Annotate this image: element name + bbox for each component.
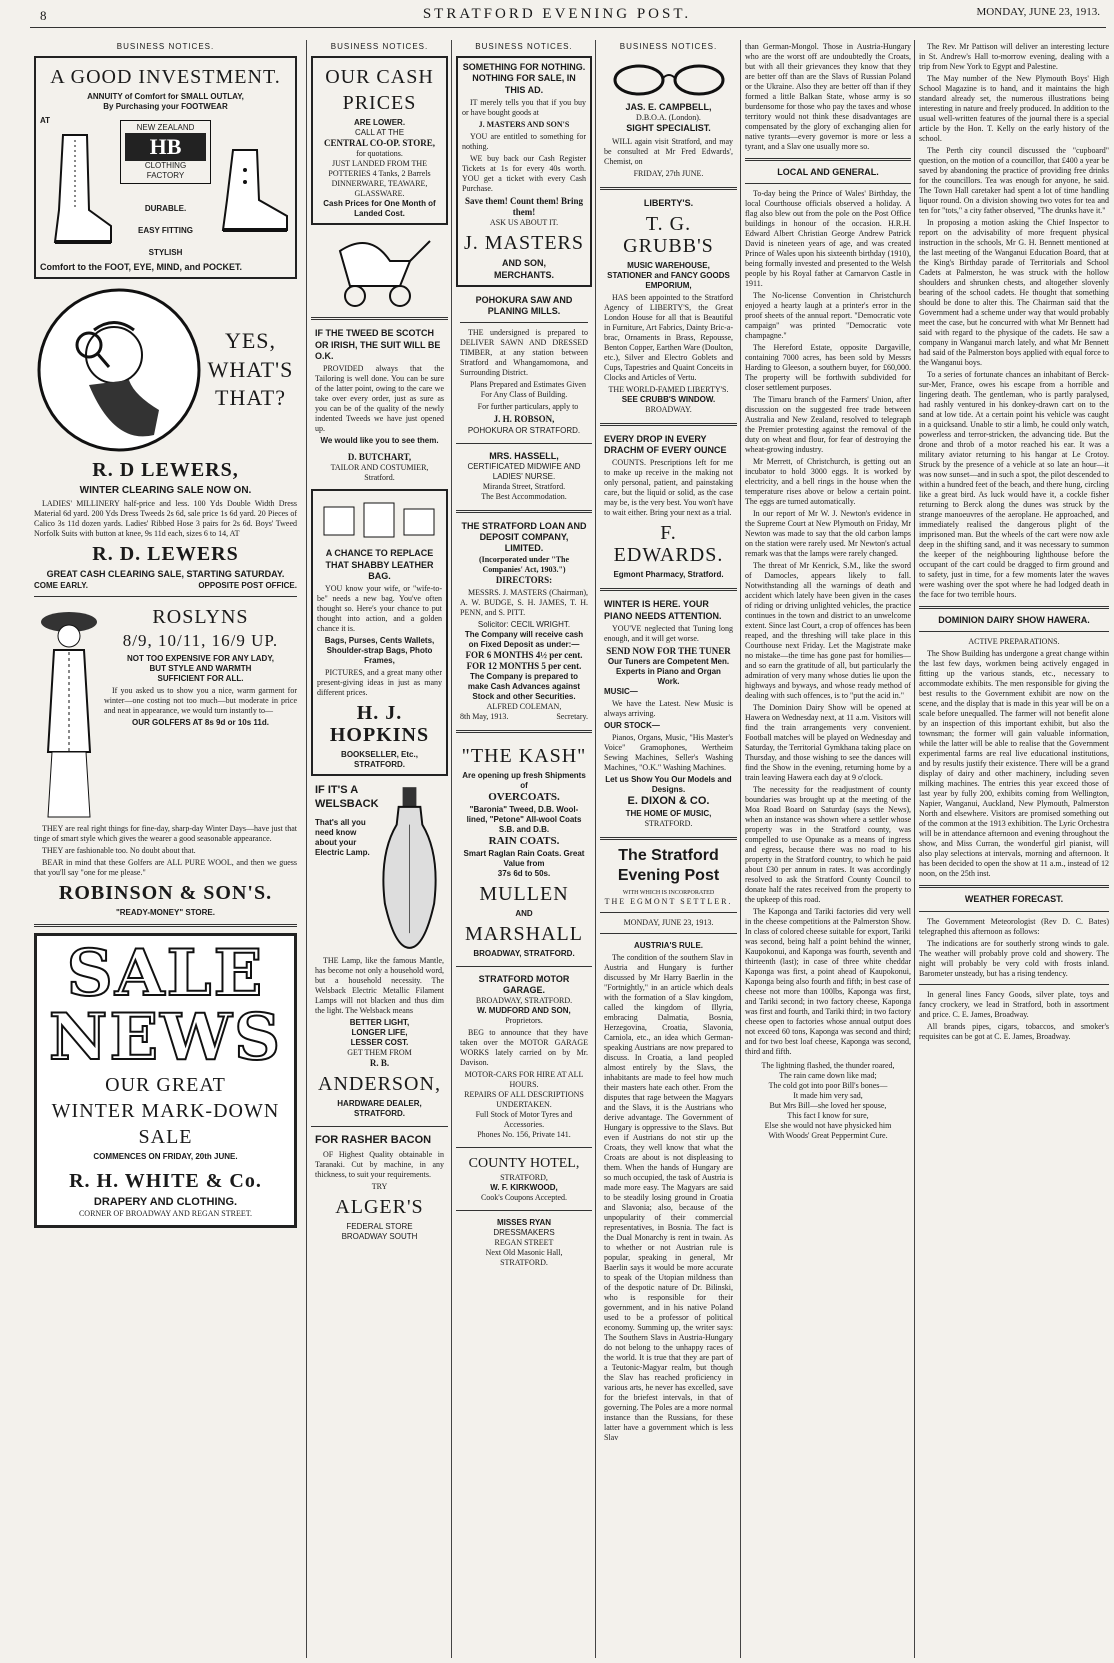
weather-intro: The Government Meteorologist (Rev D. C. Bates) telegraphed this afternoon as follows: bbox=[919, 916, 1109, 936]
mullen-and: AND bbox=[515, 908, 533, 918]
hotel-ad bbox=[456, 1153, 592, 1205]
column-1 bbox=[34, 40, 297, 1658]
anderson-init: R. B. bbox=[369, 1058, 390, 1068]
cash-for: for quotations. bbox=[356, 149, 403, 159]
sawmill-plans: Plans Prepared and Estimates Given For Any Class of Building. bbox=[470, 380, 586, 400]
anderson-place: STRATFORD. bbox=[354, 1109, 405, 1119]
bacon-body: OF Highest Quality obtainable in Taranaki. Cut by machine, in any thickness, to suit your requirements. bbox=[315, 1150, 444, 1179]
peppermint-poem bbox=[745, 1061, 911, 1141]
dixon-music-label: MUSIC— bbox=[604, 687, 638, 696]
austria-body: The condition of the southern Slav in Austria and Hungary is further discussed by Mr Harry Baerlin in the "Fortnightly," in an article which deals with the formation of a Slav kingdom, called the kingdom of Illyria, embracing Dalmatia, Bosnia, Herzegovina, Croatia, Slavonia, Carniola, etc., an idea which German-speaking Austrians are now prepared to discuss. In Croatia, a land peopled almost entirely by the Slavs, the inhabitants are made to feel how much their masters hate each other. From the disputes that rage between the Magyars and the Slavs, it is the Austrians who derive advantage. The Government of Hungary is oppressive to the Slavs. But even if Austrians do not stir up the Croats, they well know that what the Croats are about is not displeasing to them. When the hands of Hungary are so much occupied, the task of Austria is made more easy. The Magyars are said to be steadily losing ground in Croatia and Slavonia; also, because of the unpopularity of their commercial representatives, in Bosnia. The fact is the Dual Monarchy is rent in twain. As to whether or not Austrian rule is popular, speaking in general, Mr Baerlin says it would be more accurate to speak of the Utopian mildness than of the despotic nature of Dr. Bilinski, who is responsible for their government, and in his native Poland used to be a professor of political economy. Summing up, the writer says: The Southern Slavs in Austria-Hungary do not belong to the unhappy races of the world. It is true that they are part of a Teutonic-Magyar realm, but though the Slav has reached proficiency in various arts, he never has excelled, save for the briefest intervals, in that of governing. The Poles are a more normal instance than the Russians, for these latter have a government which is less Slav bbox=[604, 953, 733, 1443]
marshall-name: MARSHALL bbox=[464, 922, 583, 945]
sale-commences: COMMENCES ON FRIDAY, 20th JUNE. bbox=[93, 1151, 238, 1161]
news-item-4: In proposing a motion asking the Chief Inspector to report on the advisability of more frequent physical instruction in the schools, Mr G. H. Bennett mentioned at the last meeting of the Wanganui Education Board, that at the King's Birthday parade of Territorials and School Cadets at Palmerston, he was struck with the hollow shoulders and shrunken chests, and altogether slovenly bearing of the school cadets. He thought that something should be done to alter this. The Chairman said that the Government had a scheme under way that would probably meet the case, but he concurred with what Mr Bennett had said with regard to the physique of the cadets. He saw a company in Wanganui march lately, and what Mr Bennett had said of the Palmerston boys applied with equal force to the Wanganui boys. bbox=[919, 218, 1109, 367]
boot-illustration bbox=[45, 130, 115, 250]
lady-in-golfer-illustration bbox=[34, 602, 104, 822]
robson-place: POHOKURA OR STRATFORD. bbox=[467, 425, 581, 435]
opposite-post-office: OPPOSITE POST OFFICE. bbox=[198, 580, 297, 590]
garage-addr: BROADWAY, STRATFORD. bbox=[475, 996, 573, 1006]
edwards-name: F. EDWARDS. bbox=[613, 522, 724, 567]
sawmill-headline: POHOKURA SAW AND PLANING MILLS. bbox=[475, 294, 573, 316]
roslyns-ad bbox=[34, 602, 297, 918]
lewers-clearing: WINTER CLEARING SALE NOW ON. bbox=[79, 484, 252, 496]
white-corner: CORNER OF BROADWAY AND REGAN STREET. bbox=[78, 1209, 253, 1219]
hopkins-ad bbox=[311, 489, 448, 776]
garage-headline: STRATFORD MOTOR GARAGE. bbox=[478, 973, 570, 995]
grubb-body: HAS been appointed to the Stratford Agency of LIBERTY'S, the Great London House for all that is Beautiful in Furniture, Art Fabrics, Dainty Bric-a-brac, Ornaments in Brass, Repousse, Benton Copper, Earthen Ware (Doulton, etc.), Silver and Electro Goblets and Cups, Tapestries and Quaint Conceits in Clocks and Articles of Vertu. bbox=[604, 292, 733, 382]
tweed-like: We would like you to see them. bbox=[320, 436, 439, 445]
investment-headline: A GOOD INVESTMENT. bbox=[50, 66, 281, 88]
grubb-name: T. G. GRUBB'S bbox=[623, 212, 714, 257]
anderson-name: ANDERSON, bbox=[318, 1073, 441, 1096]
dixon-headline: WINTER IS HERE. YOUR PIANO NEEDS ATTENTION. bbox=[604, 599, 722, 621]
masters-merchants: MERCHANTS. bbox=[494, 269, 554, 280]
whats-text: WHAT'S bbox=[207, 356, 294, 382]
nurse-ad bbox=[456, 449, 592, 504]
loan-date: 8th May, 1913. bbox=[460, 712, 509, 722]
ryan-addr: REGAN STREET bbox=[494, 1237, 554, 1247]
tweed-body: PROVIDED always that the Tailoring is well done. You can be sure of the latter point, owing to the care we take over every order, just as sure as you can be of the quality of the newly indented Tweeds we have just opened up. bbox=[315, 364, 444, 433]
dairy-show-headline: DOMINION DAIRY SHOW HAWERA. bbox=[938, 615, 1090, 625]
grubb-music: MUSIC WAREHOUSE, bbox=[627, 260, 710, 270]
welsback-h2: WELSBACK bbox=[315, 797, 379, 810]
masthead-with: WITH WHICH IS INCORPORATED bbox=[622, 889, 715, 896]
loan-inc: (Incorporated under "The Companies' Act, 1903.") bbox=[478, 554, 570, 574]
poem-line: This fact I know for sure, bbox=[787, 1111, 869, 1121]
hotel-headline: COUNTY HOTEL, bbox=[468, 1156, 580, 1172]
white-trade: DRAPERY AND CLOTHING. bbox=[93, 1195, 238, 1208]
poem-line: The rain came down like mad; bbox=[779, 1071, 877, 1081]
hassell-name: MRS. HASSELL, bbox=[489, 450, 559, 461]
dixon-send: SEND NOW FOR THE TUNER bbox=[606, 645, 731, 656]
pram-illustration bbox=[320, 231, 440, 311]
butchart-place: Stratford. bbox=[364, 473, 395, 483]
bag-body: YOU know your wife, or "wife-to-be" needs a new bag. You've often thought so. Here's your chance to put thought into action, and a golden chance it is. bbox=[317, 584, 442, 633]
header-rule bbox=[30, 27, 1106, 28]
loan-directors: MESSRS. J. MASTERS (Chairman), A. W. BUDGE, S. H. JAMES, T. H. PENN, and S. PITT. bbox=[460, 587, 588, 617]
algers-addr: BROADWAY SOUTH bbox=[341, 1232, 418, 1241]
loan-ad bbox=[456, 519, 592, 725]
masthead-title: The Stratford Evening Post bbox=[617, 846, 720, 884]
garage-repairs: REPAIRS OF ALL DESCRIPTIONS UNDERTAKEN. bbox=[464, 1090, 584, 1110]
bacon-headline: FOR RASHER BACON bbox=[315, 1134, 432, 1147]
our-great: OUR GREAT bbox=[105, 1073, 226, 1096]
loan-secretary-title: Secretary. bbox=[556, 712, 588, 722]
garage-ad bbox=[456, 972, 592, 1143]
bag-items: Bags, Purses, Cents Wallets, Shoulder-strap Bags, Photo Frames, bbox=[324, 636, 435, 665]
hotel-coupons: Cook's Coupons Accepted. bbox=[480, 1192, 568, 1202]
kash-price: 37s 6d to 50s. bbox=[497, 868, 551, 878]
algers-sub: FEDERAL STORE bbox=[346, 1222, 413, 1231]
poem-line: Else she would not have physicked him bbox=[764, 1121, 892, 1131]
roslyns-p2: THEY are real right things for fine-day, sharp-day Winter Days—have just that tinge of smart style which gives the wearer a good seasonable appearance. bbox=[34, 823, 297, 843]
dixon-name: E. DIXON & CO. bbox=[627, 795, 710, 807]
loan-solicitor: Solicitor: CECIL WRIGHT. bbox=[477, 619, 571, 629]
lewers-name: R. D LEWERS, bbox=[92, 458, 239, 481]
masters-name: J. MASTERS bbox=[463, 232, 585, 255]
edwards-ad bbox=[600, 432, 737, 583]
yes-text: YES, bbox=[224, 328, 277, 354]
mullen-addr: BROADWAY, STRATFORD. bbox=[473, 948, 575, 958]
cash-are: ARE LOWER. bbox=[353, 118, 406, 127]
local-item-2: The No-license Convention in Christchurch enjoyed a hearty laugh at a printer's error in the proof sheets of the annual report. "Democratic vote campaign" was printed "Democratic vote champagne." bbox=[745, 291, 911, 341]
local-item-1: To-day being the Prince of Wales' Birthday, the local Courthouse officials observed a holiday. A flag also blew out from the pole on the Post Office buildings in honour of the occasion. H.R.H. Edward Albert Christian George Andrew Patrick David is nineteen years of age, and was created Prince of Wales upon his sixteenth birthday (1910), being formally invested and presented to the Welsh people by his Royal father at Carnarvon Castle in 1911. bbox=[745, 189, 911, 289]
james-pipes: All brands pipes, cigars, tobaccos, and smoker's requisites can be got at C. E. James, Broadway. bbox=[919, 1021, 1109, 1041]
tweed-ad bbox=[311, 326, 448, 485]
weather-forecast: The indications are for southerly strong winds to gale. The weather will probably prove cold and showery. The night will probably be very cold with frosts inland. Barometer unsteady, but has a rising tendency. bbox=[919, 938, 1109, 978]
loan-advances: The Company is prepared to make Cash Advances against Stock and other Securities. bbox=[467, 672, 581, 702]
masters-ad bbox=[456, 56, 592, 287]
welsback-body: THE Lamp, like the famous Mantle, has become not only a household word, but a household necessity. The Welsback Electric Metallic Filament Lamps will not blacken and thus dim the light. The Welsback means bbox=[315, 956, 444, 1015]
loan-directors-label: DIRECTORS: bbox=[495, 574, 553, 585]
welsback-get: GET THEM FROM bbox=[347, 1048, 412, 1057]
dixon-stock-label: OUR STOCK— bbox=[604, 721, 660, 730]
welsback-h3: That's all you need know about your Electric Lamp. bbox=[315, 817, 370, 857]
roslyns-prices: 8/9, 10/11, 16/9 UP. bbox=[122, 630, 279, 650]
page-header bbox=[0, 0, 1114, 30]
column-5 bbox=[740, 40, 911, 1658]
poem-line: It made him very sad, bbox=[793, 1091, 863, 1101]
sawmill-ad bbox=[456, 293, 592, 438]
issue-date: MONDAY, JUNE 23, 1913. bbox=[976, 6, 1100, 18]
investment-sub1: ANNUITY of Comfort for SMALL OUTLAY, bbox=[87, 92, 244, 101]
dixon-music: We have the Latest. New Music is always arriving. bbox=[604, 699, 733, 718]
masters-and-son: AND SON, bbox=[501, 258, 546, 269]
dixon-body: YOU'VE neglected that Tuning long enough, and it will get worse. bbox=[604, 623, 733, 643]
nothing-ask: ASK US ABOUT IT. bbox=[489, 218, 559, 228]
hotel-place: STRATFORD, bbox=[500, 1172, 548, 1182]
local-item-3: The Hereford Estate, opposite Dargaville, containing 7000 acres, has been sold by Messrs Harding to Gleeson, a southern buyer, for £60,000. The property will be forthwith subdivided for closer settlement purposes. bbox=[745, 343, 911, 393]
welsback-ad bbox=[311, 782, 448, 1121]
local-item-10: The Kaponga and Tariki factories did very well in the cheese competitions at the Palmerston Show. In class of colored cheese suitable for export, Tariki was second, being half a point behind the winner, Kaupokonui, and Kaponga was fourth, seventh and thirteenth (last); in case of three white cheddar Kaponga was first, a point ahead of Kaupokonui, Kaponga being also fourth and fifth; in best case of cheese not more than 100lbs, Kaponga was first, and Tariki second; in two factory cheese, Kaponga was first and fourth, and Tariki third; in two factory cheese open to factories whose annual output does not exceed 60 tons, Kaponga was second and third; and for two best loaf cheese, Kaponga was second, third and fifth. bbox=[745, 907, 911, 1057]
column-4 bbox=[595, 40, 737, 1658]
loan-rate-12: FOR 12 MONTHS 5 per cent. bbox=[466, 661, 582, 671]
white-co-name: R. H. WHITE & Co. bbox=[69, 1169, 262, 1192]
poem-line: With Woods' Great Peppermint Cure. bbox=[768, 1131, 888, 1141]
coop-ad bbox=[311, 56, 448, 225]
edwards-headline: EVERY DROP IN EVERY DRACHM OF EVERY OUNCE bbox=[604, 433, 727, 455]
kash-ad bbox=[456, 739, 592, 961]
spectacles-illustration bbox=[604, 62, 734, 98]
grubb-see: SEE CRUBB'S WINDOW. bbox=[621, 394, 716, 404]
sale-news-ad bbox=[34, 933, 297, 1229]
campbell-sight: SIGHT SPECIALIST. bbox=[626, 123, 711, 134]
loan-headline: THE STRATFORD LOAN AND DEPOSIT COMPANY, LIMITED. bbox=[461, 520, 587, 554]
garage-stock: Full Stock of Motor Tyres and Accessories. bbox=[475, 1110, 573, 1130]
edwards-body: COUNTS. Prescriptions left for me to make up receive in the making not only personal, patient, and painstaking care, but the liquid or solid, as the case may be, is the very best. You won't have to wait either. Bring your next as a trial. bbox=[604, 458, 733, 518]
campbell-body: WILL again visit Stratford, and may be consulted at Mr Fred Edwards', Chemist, on bbox=[604, 136, 733, 166]
news-item-1: The Rev. Mr Pattison will deliver an interesting lecture in St. Andrew's Hall to-morrow evening, dealing with a trip from New York to Egypt and Palestine. bbox=[919, 42, 1109, 71]
hb-top: NEW ZEALAND bbox=[136, 123, 195, 132]
column-2 bbox=[306, 40, 448, 1658]
hb-mark: HB bbox=[125, 133, 206, 161]
sawmill-further: For further particulars, apply to bbox=[477, 402, 579, 412]
hb-logo bbox=[120, 120, 211, 184]
james-fancy-goods: In general lines Fancy Goods, silver plate, toys and fancy crockery, we lead in Stratford, both in assortment and price. C. E. James, Broadway. bbox=[919, 989, 1109, 1019]
sale-word: SALE bbox=[66, 935, 265, 1011]
dixon-tuners: Our Tuners are Competent Men. Experts in Piano and Organ Work. bbox=[607, 657, 730, 686]
investment-ad bbox=[34, 56, 297, 279]
cash-store: CENTRAL CO-OP. STORE, bbox=[323, 138, 436, 148]
hopkins-sub: BOOKSELLER, Etc., STRATFORD. bbox=[341, 750, 418, 769]
cash-landed: JUST LANDED FROM THE POTTERIES 4 Tanks, 2 Barrels DINNERWARE, TEAWARE, GLASSWARE. bbox=[328, 159, 431, 199]
loan-rate-6: FOR 6 MONTHS 4½ per cent. bbox=[465, 649, 583, 660]
nothing-headline: SOMETHING FOR NOTHING. NOTHING FOR SALE, IN THIS AD. bbox=[462, 62, 586, 95]
roslyns-golfers: OUR GOLFERS AT 8s 9d or 10s 11d. bbox=[132, 718, 269, 728]
dixon-place: STRATFORD. bbox=[644, 818, 693, 828]
austria-headline: AUSTRIA'S RULE. bbox=[633, 941, 703, 951]
bag-pictures: PICTURES, and a great many other present-giving ideas in just as many different prices. bbox=[317, 668, 442, 697]
ryan-place: STRATFORD. bbox=[500, 1257, 548, 1267]
local-item-6: In our report of Mr W. J. Newton's evidence in the Supreme Court at New Plymouth on Friday, Mr Newton was made to say that the old carbon lamps on the station were rarely used. Mr Newton's actual remark was that the lamps were rarely changed. bbox=[745, 509, 911, 559]
kash-s3: "Baronia" Tweed, D.B. Wool-lined, "Petone" All-wool Coats S.B. and D.B. bbox=[466, 805, 582, 834]
nothing-save: Save them! Count them! Bring them! bbox=[465, 195, 583, 217]
section-label: BUSINESS NOTICES. bbox=[330, 42, 429, 51]
edwards-sub: Egmont Pharmacy, Stratford. bbox=[613, 570, 724, 580]
ryan-name: MISSES RYAN bbox=[496, 1217, 552, 1227]
local-item-4: The Timaru branch of the Farmers' Union, after discussion on the suggested free trade between Australia and New Zealand, resolved to telegraph the Premier protesting against the removal of the duty on wheat and flour, for fear of destroying the wheat-growing industry. bbox=[745, 395, 911, 455]
hassell-cert: CERTIFICATED MIDWIFE AND LADIES' NURSE. bbox=[467, 461, 581, 481]
masthead bbox=[600, 846, 737, 935]
local-general-headline: LOCAL AND GENERAL. bbox=[777, 167, 879, 177]
garage-phone: Phones No. 156, Private 141. bbox=[477, 1130, 571, 1140]
nothing-body: IT merely tells you that if you buy or have bought goods at bbox=[462, 97, 586, 117]
robinson-sub: "READY-MONEY" STORE. bbox=[115, 907, 215, 917]
dixon-home: THE HOME OF MUSIC, bbox=[625, 808, 712, 818]
grubb-ad bbox=[600, 196, 737, 417]
hassell-addr: Miranda Street, Stratford. bbox=[482, 481, 566, 491]
news-item-3: The Perth city council discussed the "cupboard" question, on the motion of a councillor, that £400 a year be saved by abandoning the practice of providing free drinks for the councillors. Tea was enough for anyone, he said. The Town Hall caretaker had spent a lot of time handling liquor round. On a division showing two votes for tea and ten for "tots," a city father observed, "The drunks have it." bbox=[919, 146, 1109, 215]
nothing-b2: YOU are entitled to something for nothing. bbox=[462, 131, 586, 151]
cash-h1: OUR CASH bbox=[325, 66, 434, 88]
investment-at: AT bbox=[40, 116, 51, 125]
hb-bottom: CLOTHING FACTORY bbox=[144, 160, 187, 180]
cash-h2: PRICES bbox=[342, 92, 417, 114]
local-item-8: The Dominion Dairy Show will be opened at Hawera on Wednesday next, at 11 a.m. Visitors will find the train arrangements very convenient. Football matches will be played on Wednesday and Saturday, the Territorial Gymkhana taking place on Thursday, and those wishing to see the dances will find the Show in the evening, returning home by a train leaving Hawera each day at 9 o'clock. bbox=[745, 703, 911, 783]
dixon-ad bbox=[600, 597, 737, 831]
section-label: BUSINESS NOTICES. bbox=[475, 42, 573, 51]
come-early: COME EARLY. bbox=[34, 580, 88, 590]
column-3 bbox=[451, 40, 592, 1658]
roslyns-p4: BEAR in mind that these Golfers are ALL PURE WOOL, and then we guess that you'll say "one for me please." bbox=[34, 857, 297, 877]
nothing-b3: WE buy back our Cash Register Tickets at 1s for every 40s worth. YOU get a ticket with every Cash Purchase. bbox=[462, 153, 586, 193]
shoe-illustration bbox=[211, 120, 291, 240]
roslyns-name: ROSLYNS bbox=[152, 605, 249, 628]
dairy-show-body: The Show Building has undergone a great change within the last few days, workmen being actively engaged in fitting up the various stands, etc., necessary to accommodate exhibits. The men responsible for giving the best results to the Government exhibit are now on the scene, and the display that is made in this year will be on a scale before unequalled. The farmer will not benefit alone by an inspection of this important exhibit, but also the townsman; the former will gain valuable information, while the latter will be able to realise that the Government experimental farms are real live educational institutions, and by results justify their existence. There will be a grand display of dairy and other machinery, including seven milking machines. The entries this year exceed those of last year by fully 200, exhibits coming from Wellington, Napier, Wanganui, Auckland, New Plymouth, Palmerston North and elsewhere. Visitors are promised something out of the common at the 1913 exhibition. The Lyric Orchestra will be in attendance afternoon and evening throughout the show, and Miss Curran, the wonderful girl pianist, will also play selections at intervals, morning and afternoon. It has been decided to open the show at 11 a.m., instead of 12 noon, on the 25th inst. bbox=[919, 649, 1109, 879]
investment-footer: Comfort to the FOOT, EYE, MIND, and POCKET. bbox=[40, 261, 243, 272]
paper-title: STRATFORD EVENING POST. bbox=[422, 6, 692, 22]
mudford-name: W. MUDFORD AND SON, bbox=[477, 1006, 571, 1016]
feature-durable: DURABLE. bbox=[144, 203, 187, 213]
ryan-ad bbox=[456, 1216, 592, 1270]
liberty-label: LIBERTY'S. bbox=[643, 197, 694, 208]
kash-overcoats: OVERCOATS. bbox=[488, 791, 560, 804]
robson-name: J. H. ROBSON, bbox=[493, 414, 555, 425]
nothing-firm: J. MASTERS AND SON'S bbox=[478, 119, 570, 129]
butchart-name: D. BUTCHART, bbox=[347, 452, 412, 462]
bag-headline: A CHANCE TO REPLACE THAT SHABBY LEATHER BAG. bbox=[325, 548, 434, 581]
cash-prices: Cash Prices for One Month of Landed Cost. bbox=[323, 199, 436, 219]
investment-sub2: By Purchasing your FOOTWEAR bbox=[103, 102, 228, 111]
news-item-2: The May number of the New Plymouth Boys' High School Magazine is to hand, and it maintains the high standard already set, the numerous illustrations being interesting in nature and freely produced. In addition to the usual well-written features of the journal there is a special article by the Hon. T. Kelly on the early history of the school. bbox=[919, 74, 1109, 143]
kash-s5: Smart Raglan Rain Coats. Great Value from bbox=[463, 848, 585, 868]
feature-easy-fitting: EASY FITTING bbox=[138, 225, 193, 235]
roslyns-p1: If you asked us to show you a nice, warm garment for winter—one costing not too much—but moderate in price and neat in appearance, we would turn instantly to— bbox=[104, 686, 297, 716]
cash-call: CALL AT THE bbox=[354, 128, 405, 137]
man-with-magnifier-illustration bbox=[34, 285, 204, 455]
dixon-stock: Pianos, Organs, Music, "His Master's Voice" Gramophones, Wertheim Sewing Machines, Seller's Washing Machines, "O.K." Washing Machines. bbox=[604, 733, 733, 772]
welsback-b1: BETTER LIGHT, bbox=[349, 1018, 410, 1027]
welsback-b3: LESSER COST. bbox=[350, 1038, 409, 1047]
local-item-7: The threat of Mr Kenrick, S.M., like the sword of Damocles, appears likely to fall. Notwithstanding all the warnings of death and accident which lately have been given in the cases of riding or driving unlighted vehicles, the practice continues in the town and district to an unwelcome extent. Since last Court, a crop of offences has been reaped, and the threshing will take place in this Courthouse next Friday. Let the Magistrate make no mistake—the time has gone past for homilies—and so earn the gratitude of all, but particularly the admiration of very many whose duties lie upon the highways and byways, and whose ready method of dealing with such offences, is to "put the acid in." bbox=[745, 561, 911, 701]
garage-body: BEG to announce that they have taken over the MOTOR GARAGE WORKS lately carried on by Mr. Davison. bbox=[460, 1028, 588, 1068]
lamp-bulb-illustration bbox=[375, 784, 444, 954]
winter-markdown: WINTER MARK-DOWN bbox=[51, 1099, 280, 1122]
loan-fixed: The Company will receive cash on Fixed Deposit as under:— bbox=[464, 629, 584, 649]
algers-name: ALGER'S bbox=[335, 1196, 424, 1218]
grubb-stat: STATIONER and FANCY GOODS EMPORIUM, bbox=[607, 270, 730, 290]
bacon-ad bbox=[311, 1132, 448, 1244]
dixon-show: Let us Show You Our Models and Designs. bbox=[605, 775, 732, 794]
roslyns-line2: BUT STYLE AND WARMTH bbox=[149, 664, 252, 674]
active-preparations: ACTIVE PREPARATIONS. bbox=[968, 637, 1060, 647]
austria-continued: than German-Mongol. Those in Austria-Hungary who are the worst off are undoubtedly the Croats, but with all their grievances they know that they are better off than are the Slavs of Russian Poland or the Ukraine. Also they are better off than if they formed a little Balkan State, whose army is so burdensome for those who pay the taxes and whose territory would not think these disadvantages are compensated by the glory of exchanging alien for native tyrants—every governor is more or less a tyrant, and a Slav one usually more so. bbox=[745, 42, 911, 151]
section-label: BUSINESS NOTICES. bbox=[116, 42, 215, 51]
lewers-ad bbox=[34, 285, 297, 591]
poem-line: But Mrs Bill—she loved her spouse, bbox=[769, 1101, 887, 1111]
butchart-trade: TAILOR AND COSTUMIER, bbox=[330, 463, 429, 473]
lewers-body: LADIES' MILLINERY half-price and less. 100 Yds Double Width Dress Material 6d yard. 200 Yds Dress Tweeds 2s 6d, sale price 1s 6d yard. 20 Pieces of Calico 3s 11d dozen yards. Ladies' Ribbed Hose 3 pairs for 2s 6d. Boys' Tweed Norfolk Suits with button at knee, 9s 11d each, sizes 6 to 14, AT bbox=[34, 499, 297, 539]
campbell-deg: D.B.O.A. (London). bbox=[636, 113, 701, 123]
that-text: THAT? bbox=[215, 384, 286, 410]
bacon-try: TRY bbox=[371, 1182, 388, 1191]
campbell-name: JAS. E. CAMPBELL, bbox=[625, 102, 712, 112]
local-item-9: The necessity for the readjustment of county boundaries was brought up at the meeting of the Moa Road Board on Saturday (says the News), when an instance was shown where a settler whose property was in the Stratford county, was compelled to use Opunake as a means of ingress and egress, because there was no road to his property in the Stratford country, to which he paid about £30 per annum in rates. It was accordingly resolved to ask the Stratford County Council to donate half the rates received from the property to the upkeep of this road. bbox=[745, 785, 911, 905]
ryan-next: Next Old Masonic Hall, bbox=[485, 1247, 563, 1257]
sale-label: SALE bbox=[138, 1125, 193, 1148]
lewers-name-2: R. D. LEWERS bbox=[92, 543, 239, 566]
masthead-date: MONDAY, JUNE 23, 1913. bbox=[623, 918, 714, 928]
grubb-broadway: BROADWAY. bbox=[645, 404, 692, 414]
campbell-date: FRIDAY, 27th JUNE. bbox=[633, 168, 704, 178]
kirkwood-name: W. F. KIRKWOOD, bbox=[490, 1182, 558, 1192]
page-number: 8 bbox=[40, 8, 47, 23]
welsback-h1: IF IT'S A bbox=[315, 784, 359, 796]
news-word: NEWS bbox=[48, 999, 283, 1075]
column-6 bbox=[914, 40, 1109, 1658]
kash-s1: Are opening up fresh Shipments of bbox=[462, 771, 586, 791]
weather-headline: WEATHER FORECAST. bbox=[964, 894, 1064, 905]
austria-article bbox=[600, 939, 737, 1447]
roslyns-line3: SUFFICIENT FOR ALL. bbox=[157, 674, 244, 684]
anderson-trade: HARDWARE DEALER, bbox=[337, 1099, 422, 1109]
section-label: BUSINESS NOTICES. bbox=[619, 42, 718, 51]
news-item-5: To a series of fortunate chances an inhabitant of Berck-sur-Mer, France, owes his escape from a horrible and lingering death. The gentleman, who is partly paralysed, had rashly ventured in his donkey-drawn cart on to the sand at low tide. At a certain point his vehicle was caught in a quicksand. Unable to stir a limb, he could only watch, powerless and terror-stricken, the advancing tide. But the drone and throb of a motor reached his ear. It was a military aviator returning to his hangar at Le Crotoy. Struck by the presence of a vehicle at so late an hour—it was now sunset—and in such a spot, the pilot descended to within a hundred feet of the beach, and there hung, circling like a great bird. As luck would have it, a cockle fisher returning to Berck along the dunes was struck by the strange manoeuvres of the aeroplane. He approached, and immediately realised the dangerous plight of the imprisoned man. But the wheels of the cart were now axle deep in the shifting sand, and it was necessary to summon the keeper of the neighbouring lighthouse before the occupant of the cart could be dragged to firm ground and to safety, just in time, for a few moments later the waves were washing over the spot where he had lodged death in the face for two terrible hours. bbox=[919, 370, 1109, 599]
kash-raincoats: RAIN COATS. bbox=[488, 835, 560, 847]
feature-stylish: STYLISH bbox=[148, 247, 183, 257]
poem-line: The cold got into poor Bill's bones— bbox=[768, 1081, 888, 1091]
hopkins-name: H. J. HOPKINS bbox=[329, 702, 430, 746]
masthead-settler: THE EGMONT SETTLER. bbox=[604, 897, 733, 907]
hassell-acc: The Best Accommodation. bbox=[481, 491, 567, 501]
bags-illustration bbox=[320, 499, 440, 544]
poem-line: The lightning flashed, the thunder roared, bbox=[761, 1061, 895, 1071]
grubb-world: THE WORLD-FAMED LIBERTY'S. bbox=[608, 384, 729, 394]
welsback-b2: LONGER LIFE, bbox=[351, 1028, 408, 1037]
lewers-great-sale: GREAT CASH CLEARING SALE, STARTING SATURDAY. bbox=[46, 569, 285, 580]
mullen-name: MULLEN bbox=[479, 882, 569, 905]
ryan-trade: DRESSMAKERS bbox=[493, 1227, 555, 1237]
garage-hire: MOTOR-CARS FOR HIRE AT ALL HOURS. bbox=[464, 1070, 584, 1090]
mudford-prop: Proprietors. bbox=[505, 1016, 543, 1026]
tweed-headline: IF THE TWEED BE SCOTCH OR IRISH, THE SUIT WILL BE O.K. bbox=[315, 328, 441, 361]
roslyns-line1: NOT TOO EXPENSIVE FOR ANY LADY, bbox=[127, 654, 274, 664]
robinson-name: ROBINSON & SON'S. bbox=[58, 881, 273, 904]
local-item-5: Mr Merrett, of Christchurch, is getting out an incubator to hold 3000 eggs. It is worked by electricity, and a bell rings in the house when the temperature rises above or below a certain point. The eggs are turned automatically. bbox=[745, 457, 911, 507]
sawmill-body: THE undersigned is prepared to DELIVER SAWN AND DRESSED TIMBER, at any station between Stratford and Whangamomona, and Surrounding District. bbox=[460, 328, 588, 378]
roslyns-p3: THEY are fashionable too. No doubt about that. bbox=[42, 845, 196, 855]
campbell-ad bbox=[600, 56, 737, 181]
kash-headline: "THE KASH" bbox=[461, 745, 587, 768]
loan-secretary: ALFRED COLEMAN, bbox=[486, 702, 562, 712]
